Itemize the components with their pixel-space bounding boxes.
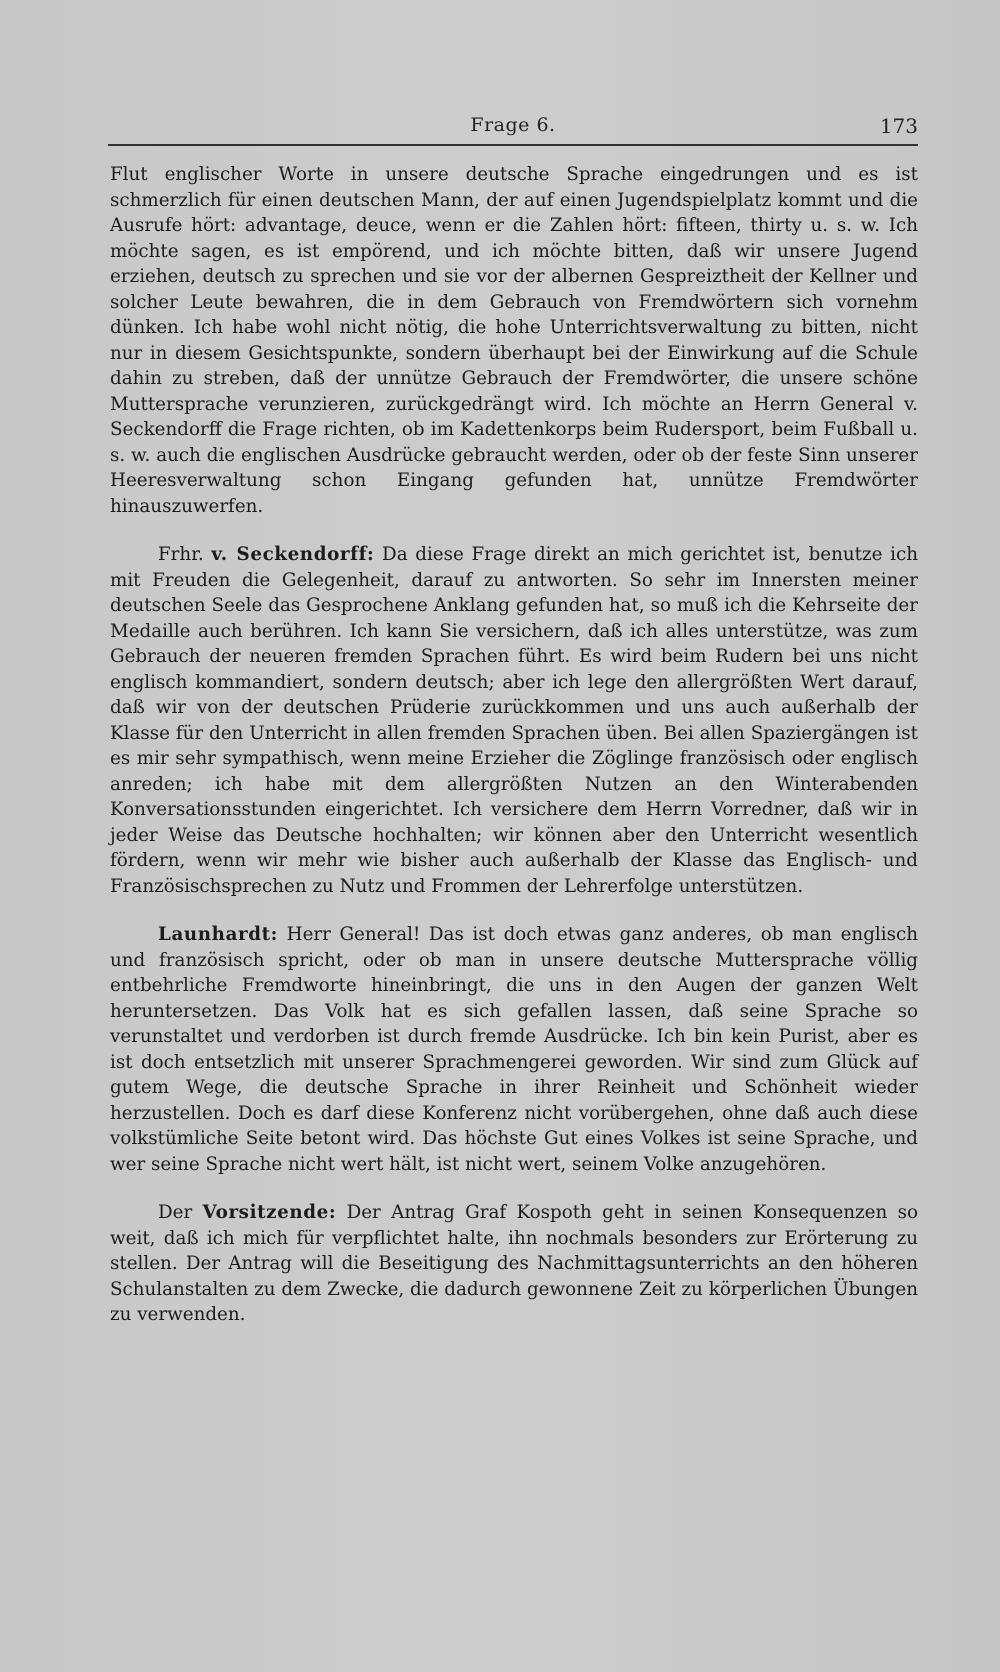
speaker-prefix: Der bbox=[158, 1202, 203, 1223]
paragraph-launhardt bbox=[110, 922, 918, 1177]
paragraph-text: Herr General! Das ist doch etwas ganz anderes, ob man englisch und französisch spricht, oder ob man in unsere deutsche Muttersprache völlig entbehrliche Fremdworte hineinbringt, die uns in den Augen der ganzen Welt heruntersetzen. Das Volk hat es sich gefallen lassen, daß seine Sprache so verunstaltet und verdorben ist durch fremde Ausdrücke. Ich bin kein Purist, aber es ist doch entsetzlich mit unserer Sprachmengerei geworden. Wir sind zum Glück auf gutem Wege, die deutsche Sprache in ihrer Reinheit und Schönheit wieder herzustellen. Doch es darf diese Konferenz nicht vorübergehen, ohne daß auch diese volkstümliche Seite betont wird. Das höchste Gut eines Volkes ist seine Sprache, und wer seine Sprache nicht wert hält, ist nicht wert, seinem Volke anzugehören. bbox=[110, 924, 918, 1175]
speaker-name: Vorsitzende: bbox=[202, 1202, 337, 1223]
paragraph-continuation bbox=[110, 162, 918, 519]
paragraph-text: Der Antrag Graf Kospoth geht in seinen Konsequenzen so weit, daß ich mich für verpflichtet halte, ihn nochmals besonders zur Erörterung zu stellen. Der Antrag will die Beseitigung des Nachmittagsunterrichts an den höheren Schulanstalten zu dem Zwecke, die dadurch gewonnene Zeit zu körperlichen Übungen zu verwenden. bbox=[110, 1202, 918, 1325]
speaker-name: v. Seckendorff: bbox=[211, 544, 375, 565]
running-title: Frage 6. bbox=[470, 114, 556, 136]
speaker-name: Launhardt: bbox=[158, 924, 279, 945]
page-number: 173 bbox=[879, 114, 918, 138]
paragraph-text: Flut englischer Worte in unsere deutsche Sprache eingedrungen und es ist schmerzlich für einen deutschen Mann, der auf einen Jugendspielplatz kommt und die Ausrufe hört: advantage, deuce, wenn er die Zahlen hört: fifteen, thirty u. s. w. Ich möchte sagen, es ist empörend, und ich möchte bitten, daß wir unsere Jugend erziehen, deutsch zu sprechen und sie vor der albernen Gespreiztheit der Kellner und solcher Leute bewahren, die in dem Gebrauch von Fremdwörtern sich vornehm dünken. Ich habe wohl nicht nötig, die hohe Unterrichtsverwaltung zu bitten, nicht nur in diesem Gesichtspunkte, sondern überhaupt bei der Einwirkung auf die Schule dahin zu streben, daß der unnütze Gebrauch der Fremdwörter, die unsere schöne Muttersprache verunzieren, zurückgedrängt wird. Ich möchte an Herrn General v. Seckendorff die Frage richten, ob im Kadettenkorps beim Rudersport, beim Fußball u. s. w. auch die englischen Ausdrücke gebraucht werden, oder ob der feste Sinn unserer Heeresverwaltung schon Eingang gefunden hat, unnütze Fremdwörter hinauszuwerfen. bbox=[110, 164, 918, 517]
text-body bbox=[110, 162, 918, 1328]
running-head bbox=[108, 110, 918, 146]
speaker-prefix: Frhr. bbox=[158, 544, 212, 565]
paragraph-seckendorff bbox=[110, 542, 918, 899]
paragraph-text: Da diese Frage direkt an mich gerichtet ist, benutze ich mit Freuden die Gelegenheit, darauf zu antworten. So sehr im Innersten meiner deutschen Seele das Gesprochene Anklang gefunden hat, so muß ich die Kehrseite der Medaille auch berühren. Ich kann Sie versichern, daß ich alles unterstütze, was zum Gebrauch der neueren fremden Sprachen führt. Es wird beim Rudern bei uns nicht englisch kommandiert, sondern deutsch; aber ich lege den allergrößten Wert darauf, daß wir von der deutschen Prüderie zurückkommen und uns auch außerhalb der Klasse für den Unterricht in allen fremden Sprachen üben. Bei allen Spaziergängen ist es mir sehr sympathisch, wenn meine Erzieher die Zöglinge französisch oder englisch anreden; ich habe mit dem allergrößten Nutzen an den Winterabenden Konversationsstunden eingerichtet. Ich versichere dem Herrn Vorredner, daß wir in jeder Weise das Deutsche hochhalten; wir können aber den Unterricht wesentlich fördern, wenn wir mehr wie bisher auch außerhalb der Klasse das Englisch- und Französischsprechen zu Nutz und Frommen der Lehrerfolge unterstützen. bbox=[110, 544, 918, 897]
paragraph-vorsitzende bbox=[110, 1200, 918, 1328]
